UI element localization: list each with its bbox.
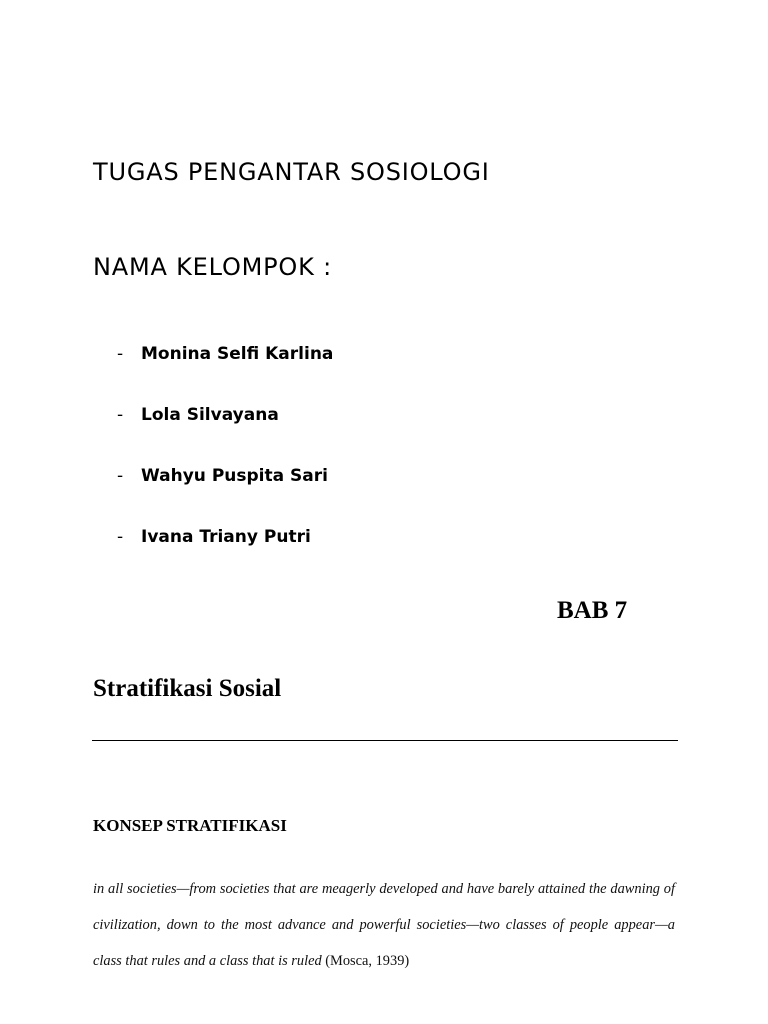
list-bullet: - (117, 466, 124, 486)
group-label: NAMA KELOMPOK : (93, 253, 332, 281)
section-heading: KONSEP STRATIFIKASI (93, 816, 287, 835)
list-item (117, 405, 333, 466)
list-item (117, 344, 333, 405)
quote-text: in all societies—from societies that are meagerly developed and have barely attained the dawning of civilization, down to the most advance and powerful societies—two classes of people appear—a class that rules and a class that is ruled (93, 881, 675, 969)
quote-citation: (Mosca, 1939) (321, 953, 410, 969)
member-list (117, 344, 333, 588)
member-name: Wahyu Puspita Sari (141, 466, 328, 486)
member-name: Lola Silvayana (141, 405, 279, 425)
list-bullet: - (117, 344, 124, 364)
list-item (117, 466, 333, 527)
horizontal-divider (92, 740, 678, 741)
document-title: TUGAS PENGANTAR SOSIOLOGI (93, 158, 490, 186)
member-name: Ivana Triany Putri (141, 527, 311, 547)
chapter-title: Stratifikasi Sosial (93, 675, 282, 702)
member-name: Monina Selfi Karlina (141, 344, 334, 364)
list-item (117, 527, 333, 588)
list-bullet: - (117, 527, 124, 547)
quote-paragraph (93, 871, 675, 979)
chapter-number: BAB 7 (557, 597, 628, 624)
list-bullet: - (117, 405, 124, 425)
